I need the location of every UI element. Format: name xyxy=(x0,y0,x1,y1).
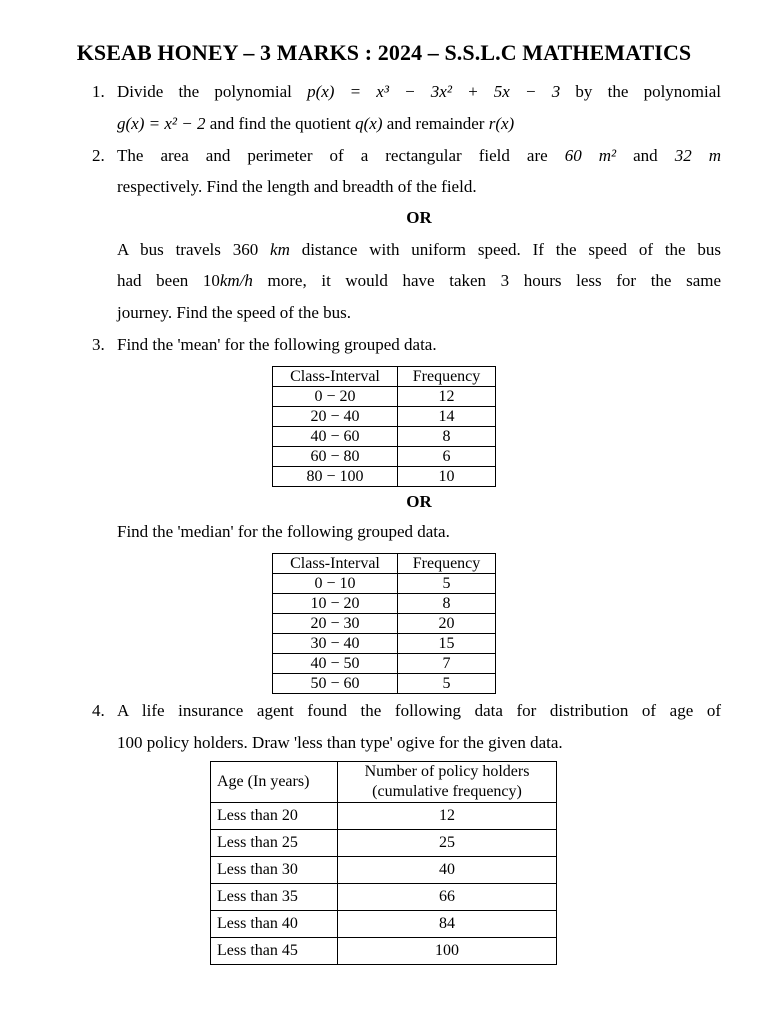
q1-number: 1. xyxy=(92,82,105,101)
table-cell: 30 − 40 xyxy=(273,634,398,654)
median-table xyxy=(272,553,496,694)
q2-perimeter: 32 m xyxy=(674,146,722,165)
table-cell: 60 − 80 xyxy=(273,447,398,467)
table-row xyxy=(211,884,557,911)
table-cell: 40 − 50 xyxy=(273,654,398,674)
table-cell: 12 xyxy=(338,803,557,830)
q2-alt-text-b: distance with uniform speed. If the speed of the bus xyxy=(301,240,722,259)
q1-quotient: q(x) xyxy=(355,114,383,133)
q1-line1 xyxy=(117,82,721,102)
q3-intro: Find the 'mean' for the following grouped data. xyxy=(117,335,437,354)
table-cell: 14 xyxy=(398,407,496,427)
q2-alt-unit-kmh: km/h xyxy=(219,271,253,290)
table-cell: 20 − 30 xyxy=(273,614,398,634)
q3-or: OR xyxy=(406,492,432,511)
table-cell: Less than 20 xyxy=(211,803,338,830)
table-cell: Less than 40 xyxy=(211,911,338,938)
q1-text-tail: by the polynomial xyxy=(575,82,722,101)
q3-alt-intro: Find the 'median' for the following grouped data. xyxy=(117,522,450,541)
table-cell: 20 − 40 xyxy=(273,407,398,427)
page-title: KSEAB HONEY – 3 MARKS : 2024 – S.S.L.C MATHEMATICS xyxy=(76,40,692,65)
table-row xyxy=(273,427,496,447)
q2-alt-line2 xyxy=(117,271,721,291)
table-row xyxy=(273,634,496,654)
table-row xyxy=(211,830,557,857)
table-row xyxy=(211,857,557,884)
table-cell: Less than 30 xyxy=(211,857,338,884)
q2-alt-text-d: more, it would have taken 3 hours less for the same xyxy=(267,271,722,290)
q2-alt-line1 xyxy=(117,240,721,260)
q1-text: Divide the polynomial xyxy=(117,82,292,101)
table-cell: 10 − 20 xyxy=(273,594,398,614)
q1-text-2: and find the quotient xyxy=(209,114,351,133)
table-cell: 15 xyxy=(398,634,496,654)
table-row xyxy=(273,467,496,487)
q4-number: 4. xyxy=(92,701,105,720)
ogive-header-line1: Number of policy holders xyxy=(364,763,530,780)
table-row xyxy=(273,614,496,634)
table-cell: 7 xyxy=(398,654,496,674)
q2-alt-line3: journey. Find the speed of the bus. xyxy=(117,303,352,322)
mean-table-header: Class-Interval xyxy=(273,367,398,387)
q1-text-3: and remainder xyxy=(386,114,485,133)
q1-remainder: r(x) xyxy=(488,114,515,133)
q2-number: 2. xyxy=(92,146,105,165)
table-cell: 0 − 20 xyxy=(273,387,398,407)
table-row xyxy=(211,911,557,938)
table-cell: 8 xyxy=(398,594,496,614)
table-row xyxy=(273,407,496,427)
table-cell: 6 xyxy=(398,447,496,467)
table-row xyxy=(273,447,496,467)
mean-table xyxy=(272,366,496,487)
table-row xyxy=(211,803,557,830)
table-cell: 0 − 10 xyxy=(273,574,398,594)
table-cell: 12 xyxy=(398,387,496,407)
q1-polynomial-p: p(x) = x³ − 3x² + 5x − 3 xyxy=(307,82,561,101)
table-cell: 40 − 60 xyxy=(273,427,398,447)
table-cell: Less than 25 xyxy=(211,830,338,857)
table-row xyxy=(273,574,496,594)
median-table-header: Frequency xyxy=(398,554,496,574)
q2-area: 60 m² xyxy=(564,146,617,165)
q2-line2: respectively. Find the length and breadth of the field. xyxy=(117,177,477,196)
table-row xyxy=(273,654,496,674)
q2-alt-text-a: A bus travels 360 xyxy=(117,240,259,259)
table-cell: 8 xyxy=(398,427,496,447)
ogive-header-line2: (cumulative frequency) xyxy=(372,783,522,800)
table-cell: Less than 45 xyxy=(211,938,338,965)
table-cell: 84 xyxy=(338,911,557,938)
table-cell: 50 − 60 xyxy=(273,674,398,694)
q2-or: OR xyxy=(406,208,432,227)
q2-alt-unit-km: km xyxy=(270,240,290,259)
table-cell: 20 xyxy=(398,614,496,634)
table-cell: 5 xyxy=(398,674,496,694)
table-cell: Less than 35 xyxy=(211,884,338,911)
q2-line1 xyxy=(117,146,721,166)
table-row xyxy=(273,387,496,407)
q3-number: 3. xyxy=(92,335,105,354)
q2-text-a: The area and perimeter of a rectangular field are xyxy=(117,146,548,165)
mean-table-header: Frequency xyxy=(398,367,496,387)
table-cell: 66 xyxy=(338,884,557,911)
table-row xyxy=(273,674,496,694)
table-cell: 5 xyxy=(398,574,496,594)
ogive-table xyxy=(210,761,557,965)
table-cell: 10 xyxy=(398,467,496,487)
ogive-header-count xyxy=(338,762,557,803)
ogive-header-age: Age (In years) xyxy=(211,762,338,803)
q4-line2: 100 policy holders. Draw 'less than type' ogive for the given data. xyxy=(117,733,563,752)
table-cell: 40 xyxy=(338,857,557,884)
q1-polynomial-g: g(x) = x² − 2 xyxy=(117,114,206,133)
table-row xyxy=(273,594,496,614)
median-table-header: Class-Interval xyxy=(273,554,398,574)
q1-line2 xyxy=(117,114,721,134)
table-cell: 80 − 100 xyxy=(273,467,398,487)
table-cell: 100 xyxy=(338,938,557,965)
table-row xyxy=(211,938,557,965)
q2-alt-text-c: had been 10 xyxy=(117,271,220,290)
table-cell: 25 xyxy=(338,830,557,857)
q4-line1: A life insurance agent found the following data for distribution of age of xyxy=(117,701,721,720)
q2-text-b: and xyxy=(633,146,658,165)
